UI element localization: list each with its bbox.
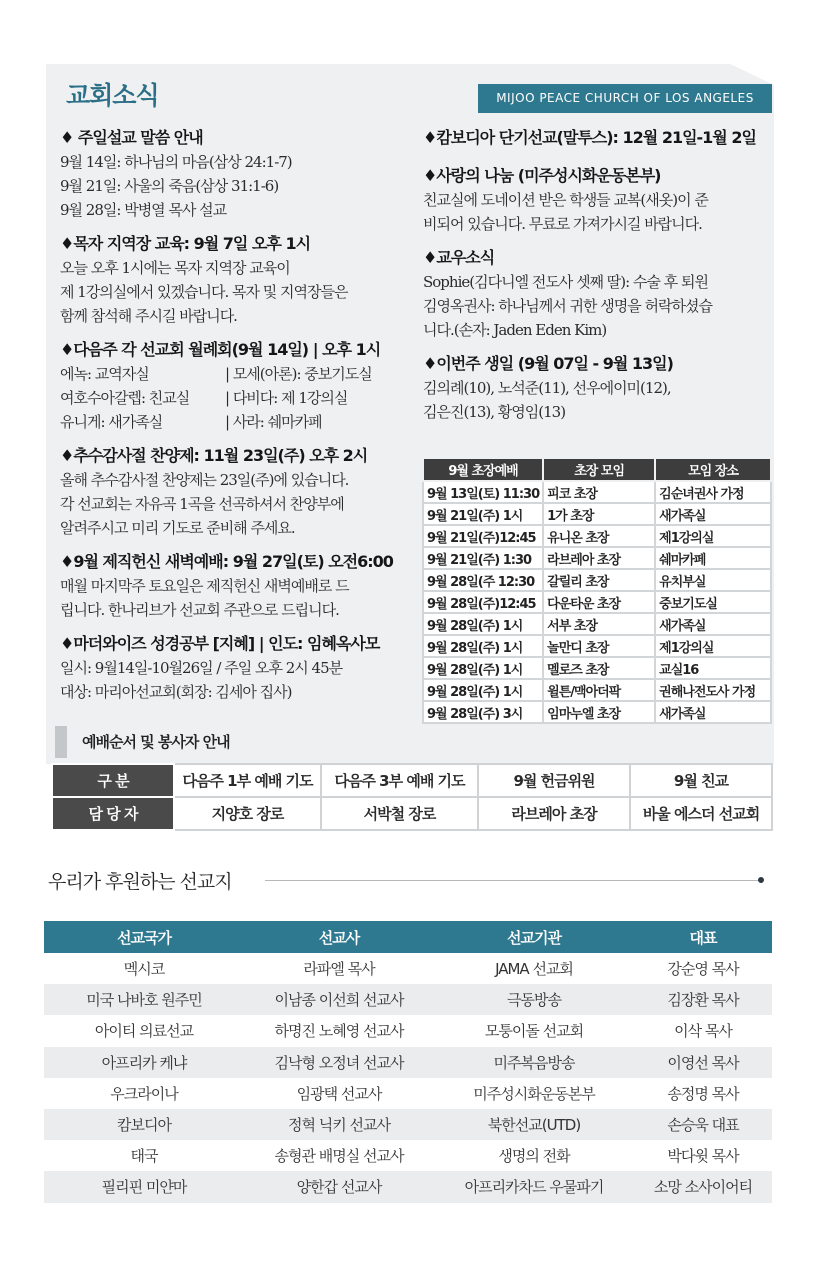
schedule-row — [423, 679, 771, 701]
schedule-header-row — [423, 458, 771, 481]
schedule-cell: 다운타운 초장 — [543, 591, 655, 613]
birthday-line: 김의례(10), 노석준(11), 선우에이미(12), — [423, 379, 671, 397]
monthly-row — [60, 386, 420, 410]
divider-dot — [758, 877, 764, 883]
missions-cell: 미주성시화운동본부 — [473, 1084, 595, 1103]
missions-cell: 아프리카차드 우물파기 — [434, 1171, 634, 1202]
duty-table — [51, 763, 773, 831]
missions-cell: 이남종 이선희 선교사 — [244, 984, 434, 1015]
thanksgiving-line: 각 선교회는 자유곡 1곡을 선곡하셔서 찬양부에 — [60, 495, 344, 513]
right-column — [423, 126, 775, 434]
missions-table — [44, 921, 772, 1203]
schedule-row — [423, 591, 771, 613]
monthly-heading: ♦다음주 각 선교회 월례회(9월 14일) | 오후 1시 — [60, 340, 381, 359]
missions-header-row — [44, 921, 772, 953]
thanksgiving-heading: ♦추수감사절 찬양제: 11월 23일(주) 오후 2시 — [60, 446, 368, 465]
dawn-heading: ♦9월 제직헌신 새벽예배: 9월 27일(토) 오전6:00 — [60, 552, 393, 571]
missions-cell: 이삭 목사 — [674, 1022, 732, 1041]
schedule-body — [423, 481, 771, 723]
worship-guide-label: 예배순서 및 봉사자 안내 — [82, 733, 230, 751]
missions-cell: 모퉁이돌 선교회 — [484, 1022, 584, 1041]
meeting-place: 여호수아갈렙: 친교실 — [60, 389, 190, 407]
schedule-header-cell: 모임 장소 — [655, 458, 771, 481]
missions-body — [44, 953, 772, 1203]
missions-cell: 북한선교(UTD) — [434, 1109, 634, 1140]
meeting-place: 유니게: 새가족실 — [60, 413, 163, 431]
schedule-cell: 9월 21일(주) 1:30 — [423, 547, 543, 569]
schedule-cell: 9월 28일(주) 1시 — [423, 635, 543, 657]
duty-cell: 라브레아 초장 — [478, 797, 630, 830]
missions-cell: 우크라이나 — [110, 1084, 178, 1103]
birthday-line: 김은진(13), 황영임(13) — [423, 403, 566, 421]
missions-header-cell: 선교사 — [244, 921, 434, 953]
monthly-row — [60, 410, 420, 434]
duty-cell: 서박철 장로 — [321, 797, 478, 830]
cambodia-heading: ♦캄보디아 단기선교(말투스): 12월 21일-1월 2일 — [423, 128, 756, 147]
missions-header-cell: 대표 — [634, 921, 772, 953]
missions-cell: 김장환 목사 — [634, 984, 772, 1015]
bible-line: 일시: 9월14일-10월26일 / 주일 오후 2시 45분 — [60, 659, 343, 677]
missions-row — [44, 1171, 772, 1202]
schedule-cell: 9월 21일(주) 1시 — [423, 503, 543, 525]
schedule-row — [423, 503, 771, 525]
missions-cell: 아프리카 케냐 — [44, 1047, 244, 1078]
schedule-cell: 유치부실 — [655, 569, 771, 591]
monthly-row — [60, 362, 420, 386]
missions-row — [44, 1047, 772, 1078]
missions-row — [44, 1078, 772, 1109]
sermon-notice — [60, 126, 420, 222]
love-line: 비되어 있습니다. 무료로 가져가시길 바랍니다. — [423, 215, 702, 233]
schedule-cell: 제1강의실 — [655, 635, 771, 657]
missions-cell: 캄보디아 — [44, 1109, 244, 1140]
missions-cell: 하명진 노혜영 선교사 — [274, 1022, 404, 1041]
schedule-cell: 9월 28일(주)12:45 — [423, 591, 543, 613]
duty-person-row — [52, 797, 772, 830]
missions-cell: JAMA 선교회 — [495, 960, 573, 979]
schedule-cell: 9월 28일(주 12:30 — [423, 569, 543, 591]
church-name-badge: MIJOO PEACE CHURCH OF LOS ANGELES — [478, 84, 772, 113]
schedule-cell: 라브레아 초장 — [543, 547, 655, 569]
dawn-line: 매월 마지막주 토요일은 제직헌신 새벽예배로 드 — [60, 577, 349, 595]
missions-cell: 양한갑 선교사 — [244, 1171, 434, 1202]
schedule-cell: 쉐마카페 — [655, 547, 771, 569]
missions-row — [44, 984, 772, 1015]
missions-cell: 생명의 전화 — [498, 1147, 570, 1166]
schedule-row — [423, 547, 771, 569]
duty-cell: 구 분 — [52, 764, 174, 797]
missions-cell: 박다윗 목사 — [667, 1147, 739, 1166]
schedule-cell: 중보기도실 — [655, 591, 771, 613]
schedule-header-cell: 초장 모임 — [543, 458, 655, 481]
leader-heading: ♦목자 지역장 교육: 9월 7일 오후 1시 — [60, 234, 311, 253]
dawn-line: 립니다. 한나리브가 선교회 주관으로 드립니다. — [60, 601, 339, 619]
meeting-place: | 다비다: 제 1강의실 — [225, 389, 348, 407]
schedule-cell: 윌튼/맥아더팍 — [543, 679, 655, 701]
missions-cell: 태국 — [130, 1147, 158, 1166]
schedule-cell: 갈릴리 초장 — [543, 569, 655, 591]
schedule-cell: 피코 초장 — [543, 481, 655, 503]
schedule-cell: 9월 21일(주)12:45 — [423, 525, 543, 547]
missions-row — [44, 1109, 772, 1140]
thanksgiving-notice — [60, 444, 420, 540]
bible-line: 대상: 마리아선교회(회장: 김세아 집사) — [60, 683, 292, 701]
schedule-cell: 9월 28일(주) 1시 — [423, 679, 543, 701]
sermon-line: 9월 28일: 박병열 목사 설교 — [60, 201, 227, 219]
schedule-cell: 제1강의실 — [655, 525, 771, 547]
missions-row — [44, 1015, 772, 1046]
news-line: Sophie(김다니엘 전도사 셋째 딸): 수술 후 퇴원 — [423, 273, 708, 291]
missions-cell: 김낙형 오정녀 선교사 — [244, 1047, 434, 1078]
missions-cell: 임광택 선교사 — [296, 1084, 382, 1103]
duty-cell: 9월 헌금위원 — [478, 764, 630, 797]
schedule-cell: 9월 28일(주) 3시 — [423, 701, 543, 723]
missions-row — [44, 953, 772, 984]
schedule-cell: 새가족실 — [655, 503, 771, 525]
duty-cell: 다음주 3부 예배 기도 — [321, 764, 478, 797]
schedule-cell: 유니온 초장 — [543, 525, 655, 547]
leader-line: 함께 참석해 주시길 바랍니다. — [60, 307, 237, 325]
duty-cell: 9월 친교 — [630, 764, 772, 797]
schedule-row — [423, 569, 771, 591]
missions-cell: 이영선 목사 — [634, 1047, 772, 1078]
schedule-row — [423, 481, 771, 503]
missions-cell: 극동방송 — [434, 984, 634, 1015]
schedule-cell: 김순녀권사 가정 — [655, 481, 771, 503]
meeting-place: | 모세(아론): 중보기도실 — [225, 365, 372, 383]
missions-title: 우리가 후원하는 선교지 — [48, 871, 232, 893]
leader-line: 오늘 오후 1시에는 목자 지역장 교육이 — [60, 259, 290, 277]
birthday-notice — [423, 352, 775, 424]
schedule-row — [423, 613, 771, 635]
duty-cell: 다음주 1부 예배 기도 — [174, 764, 321, 797]
monthly-meeting-notice — [60, 338, 420, 434]
schedule-row — [423, 701, 771, 723]
duty-cell: 지양호 장로 — [174, 797, 321, 830]
missions-cell: 라파엘 목사 — [303, 960, 375, 979]
missions-cell: 송정명 목사 — [667, 1084, 739, 1103]
missions-cell: 강순영 목사 — [667, 960, 739, 979]
meeting-place: 에녹: 교역자실 — [60, 365, 149, 383]
birthday-heading: ♦이번주 생일 (9월 07일 - 9월 13일) — [423, 354, 673, 373]
missions-cell: 미주복음방송 — [434, 1047, 634, 1078]
left-column — [60, 126, 420, 714]
missions-cell: 필리핀 미얀마 — [44, 1171, 244, 1202]
schedule-cell: 새가족실 — [655, 701, 771, 723]
sermon-line: 9월 21일: 사울의 죽음(삼상 31:1-6) — [60, 177, 279, 195]
missions-header-cell: 선교기관 — [434, 921, 634, 953]
love-sharing-notice — [423, 164, 775, 236]
missions-cell: 손승욱 대표 — [634, 1109, 772, 1140]
leader-training-notice — [60, 232, 420, 328]
schedule-cell: 서부 초장 — [543, 613, 655, 635]
schedule-row — [423, 657, 771, 679]
schedule-row — [423, 635, 771, 657]
schedule-cell: 임마누엘 초장 — [543, 701, 655, 723]
missions-cell: 송형관 배명실 선교사 — [274, 1147, 404, 1166]
bible-heading: ♦마더와이즈 성경공부 [지혜] | 인도: 임혜옥사모 — [60, 634, 380, 653]
schedule-cell: 멜로즈 초장 — [543, 657, 655, 679]
missions-cell: 미국 나바호 원주민 — [44, 984, 244, 1015]
meeting-place: | 사라: 쉐마카페 — [225, 413, 322, 431]
love-line: 친교실에 도네이션 받은 학생들 교복(새옷)이 준 — [423, 191, 708, 209]
schedule-cell: 새가족실 — [655, 613, 771, 635]
missions-cell: 소망 소사이어티 — [634, 1171, 772, 1202]
schedule-cell: 놀만디 초장 — [543, 635, 655, 657]
title-divider — [265, 880, 760, 881]
news-heading: ♦교우소식 — [423, 248, 495, 267]
duty-cell: 담 당 자 — [52, 797, 174, 830]
love-heading: ♦사랑의 나눔 (미주성시화운동본부) — [423, 166, 661, 185]
leader-line: 제 1강의실에서 있겠습니다. 목자 및 지역장들은 — [60, 283, 348, 301]
schedule-cell: 권해나전도사 가정 — [655, 679, 771, 701]
schedule-header-cell: 9월 초장예배 — [423, 458, 543, 481]
pasture-schedule-table — [422, 457, 772, 724]
schedule-cell: 9월 28일(주) 1시 — [423, 613, 543, 635]
schedule-cell: 9월 28일(주) 1시 — [423, 657, 543, 679]
cambodia-notice — [423, 126, 775, 150]
schedule-cell: 교실16 — [655, 657, 771, 679]
schedule-row — [423, 525, 771, 547]
section-marker — [55, 726, 67, 758]
missions-header-cell: 선교국가 — [44, 921, 244, 953]
dawn-service-notice — [60, 550, 420, 622]
missions-cell: 정혁 닉키 선교사 — [244, 1109, 434, 1140]
news-line: 김영옥권사: 하나님께서 귀한 생명을 허락하셨습 — [423, 297, 712, 315]
schedule-cell: 1가 초장 — [543, 503, 655, 525]
sermon-heading: ♦ 주일설교 말씀 안내 — [60, 128, 203, 147]
page-title: 교회소식 — [66, 81, 159, 110]
thanksgiving-line: 올해 추수감사절 찬양제는 23일(주)에 있습니다. — [60, 471, 349, 489]
news-line: 니다.(손자: Jaden Eden Kim) — [423, 321, 607, 339]
duty-cell: 바울 에스더 선교회 — [630, 797, 772, 830]
duty-header-row — [52, 764, 772, 797]
bible-study-notice — [60, 632, 420, 704]
missions-row — [44, 1140, 772, 1171]
schedule-cell: 9월 13일(토) 11:30 — [423, 481, 543, 503]
missions-cell: 아이티 의료선교 — [94, 1022, 194, 1041]
member-news-notice — [423, 246, 775, 342]
missions-cell: 멕시코 — [123, 960, 165, 979]
sermon-line: 9월 14일: 하나님의 마음(삼상 24:1-7) — [60, 153, 292, 171]
thanksgiving-line: 알려주시고 미리 기도로 준비해 주세요. — [60, 519, 295, 537]
